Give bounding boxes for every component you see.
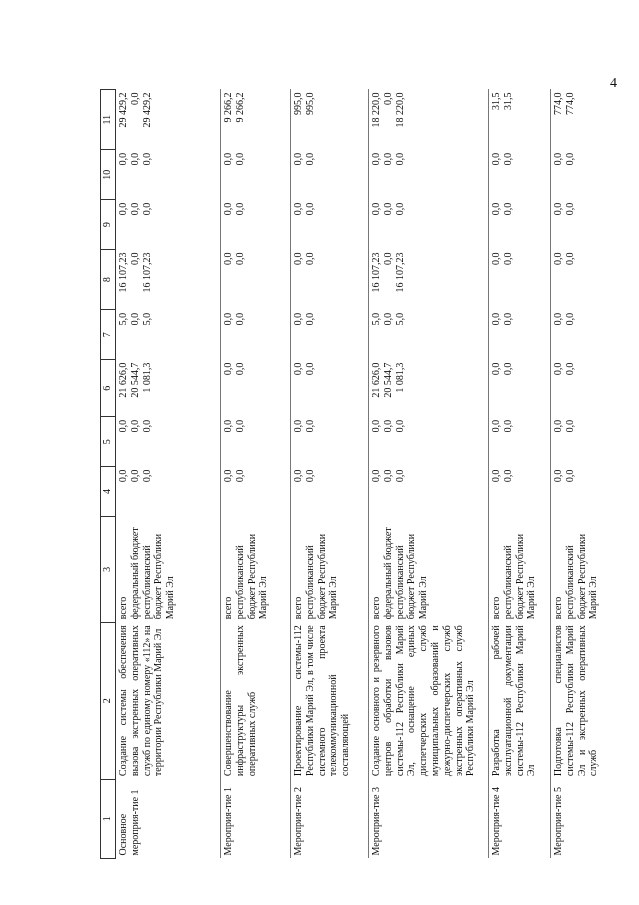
amount-cell-c11 bbox=[551, 90, 613, 150]
amount-cell-c8 bbox=[221, 249, 291, 309]
amount-value: 0,0 bbox=[141, 202, 153, 216]
amount-value: 0,0 bbox=[564, 152, 576, 166]
amount-value: 1 081,3 bbox=[141, 362, 153, 393]
amount-value: 0,0 bbox=[118, 419, 129, 433]
amount-value: 9 266,2 bbox=[234, 92, 246, 123]
funding-source: бюджет Республики bbox=[153, 533, 165, 620]
amount-value: 0,0 bbox=[491, 362, 502, 376]
amount-cell-c7 bbox=[551, 310, 613, 360]
amount-value: 29 429,2 bbox=[118, 92, 129, 128]
column-header: 9 bbox=[101, 200, 116, 250]
amount-value: 0,0 bbox=[491, 419, 502, 433]
amount-cell-c10 bbox=[116, 150, 221, 200]
amount-value: 0,0 bbox=[394, 469, 406, 483]
amount-value: 1 081,3 bbox=[394, 362, 406, 393]
amount-cell-c5 bbox=[369, 417, 489, 467]
funding-table bbox=[100, 89, 613, 859]
table-row bbox=[489, 90, 551, 859]
amount-value: 16 107,23 bbox=[371, 252, 382, 293]
amount-value: 0,0 bbox=[502, 362, 514, 376]
amount-value: 0,0 bbox=[293, 202, 304, 216]
rotated-table-container bbox=[100, 89, 600, 859]
funding-source: всего bbox=[118, 596, 129, 620]
amount-value: 20 544,7 bbox=[382, 362, 394, 398]
amount-cell-c10 bbox=[551, 150, 613, 200]
amount-value: 31,5 bbox=[502, 92, 514, 110]
amount-value: 0,0 bbox=[141, 152, 153, 166]
amount-cell-c6 bbox=[489, 360, 551, 417]
amount-value: 0,0 bbox=[371, 469, 382, 483]
amount-value: 0,0 bbox=[129, 469, 141, 483]
amount-value: 9 266,2 bbox=[223, 92, 234, 123]
header-row bbox=[101, 90, 116, 859]
amount-value: 0,0 bbox=[129, 419, 141, 433]
funding-source: всего bbox=[293, 596, 304, 620]
amount-value: 21 626,0 bbox=[371, 362, 382, 398]
amount-cell-c11 bbox=[221, 90, 291, 150]
funding-source: республиканский bbox=[394, 545, 406, 620]
amount-cell-c9 bbox=[489, 200, 551, 250]
funding-source: бюджет Республики bbox=[316, 533, 328, 620]
amount-value: 0,0 bbox=[304, 419, 316, 433]
amount-cell-c4 bbox=[221, 467, 291, 517]
column-header: 8 bbox=[101, 249, 116, 309]
activity-name: Совершенствование инфраструктуры экстренных оперативных служб bbox=[221, 622, 291, 779]
activity-id: Мероприя-тие 3 bbox=[369, 779, 489, 858]
activity-id: Мероприя-тие 1 bbox=[221, 779, 291, 858]
amount-cell-c9 bbox=[221, 200, 291, 250]
amount-value: 0,0 bbox=[293, 152, 304, 166]
amount-value: 0,0 bbox=[234, 252, 246, 265]
amount-value: 0,0 bbox=[382, 252, 394, 265]
amount-value: 0,0 bbox=[141, 419, 153, 433]
table-row bbox=[291, 90, 369, 859]
funding-source: Марий Эл bbox=[526, 576, 538, 620]
amount-value: 31,5 bbox=[491, 92, 502, 110]
amount-value: 0,0 bbox=[491, 152, 502, 166]
amount-value: 0,0 bbox=[491, 312, 502, 326]
funding-source: бюджет Республики bbox=[246, 533, 258, 620]
funding-source: Марий Эл bbox=[165, 576, 177, 620]
table-body bbox=[116, 90, 613, 859]
amount-value: 16 107,23 bbox=[141, 252, 153, 293]
amount-cell-c7 bbox=[489, 310, 551, 360]
amount-value: 0,0 bbox=[223, 312, 234, 326]
amount-cell-c7 bbox=[221, 310, 291, 360]
amount-value: 0,0 bbox=[118, 469, 129, 483]
amount-cell-c10 bbox=[369, 150, 489, 200]
amount-value: 0,0 bbox=[491, 252, 502, 265]
funding-source: Марий Эл bbox=[588, 576, 600, 620]
column-header: 4 bbox=[101, 467, 116, 517]
funding-sources bbox=[551, 516, 613, 622]
amount-cell-c9 bbox=[116, 200, 221, 250]
amount-value: 0,0 bbox=[293, 252, 304, 265]
amount-value: 0,0 bbox=[491, 202, 502, 216]
funding-source: всего bbox=[223, 596, 234, 620]
column-header: 2 bbox=[101, 622, 116, 779]
page-number: 4 bbox=[610, 76, 617, 91]
column-header: 5 bbox=[101, 417, 116, 467]
funding-source: республиканский bbox=[502, 545, 514, 620]
amount-value: 0,0 bbox=[502, 469, 514, 483]
amount-value: 18 220,0 bbox=[371, 92, 382, 128]
funding-sources bbox=[221, 516, 291, 622]
funding-sources bbox=[369, 516, 489, 622]
funding-source: республиканский bbox=[234, 545, 246, 620]
amount-value: 29 429,2 bbox=[141, 92, 153, 128]
activity-name: Подготовка специалистов системы-112 Республики Марий Эл и экстренных оперативных служб bbox=[551, 622, 613, 779]
amount-value: 0,0 bbox=[502, 252, 514, 265]
amount-value: 0,0 bbox=[129, 252, 141, 265]
amount-value: 0,0 bbox=[394, 419, 406, 433]
amount-value: 774,0 bbox=[553, 92, 564, 115]
amount-value: 0,0 bbox=[293, 469, 304, 483]
amount-value: 0,0 bbox=[382, 469, 394, 483]
column-header: 10 bbox=[101, 150, 116, 200]
amount-cell-c11 bbox=[369, 90, 489, 150]
amount-value: 18 220,0 bbox=[394, 92, 406, 128]
amount-value: 0,0 bbox=[234, 362, 246, 376]
table-row bbox=[116, 90, 221, 859]
amount-cell-c7 bbox=[369, 310, 489, 360]
amount-value: 0,0 bbox=[129, 92, 141, 105]
funding-source: республиканский bbox=[141, 545, 153, 620]
amount-cell-c8 bbox=[369, 249, 489, 309]
amount-value: 0,0 bbox=[371, 152, 382, 166]
amount-cell-c4 bbox=[369, 467, 489, 517]
amount-value: 0,0 bbox=[234, 312, 246, 326]
amount-cell-c5 bbox=[551, 417, 613, 467]
amount-value: 0,0 bbox=[382, 419, 394, 433]
table-row bbox=[369, 90, 489, 859]
amount-value: 0,0 bbox=[304, 312, 316, 326]
amount-value: 0,0 bbox=[564, 469, 576, 483]
amount-cell-c4 bbox=[551, 467, 613, 517]
amount-value: 0,0 bbox=[371, 202, 382, 216]
amount-value: 0,0 bbox=[234, 152, 246, 166]
amount-value: 0,0 bbox=[553, 202, 564, 216]
funding-source: всего bbox=[491, 596, 502, 620]
amount-cell-c11 bbox=[291, 90, 369, 150]
amount-value: 16 107,23 bbox=[118, 252, 129, 293]
amount-value: 0,0 bbox=[223, 362, 234, 376]
amount-value: 0,0 bbox=[382, 152, 394, 166]
amount-value: 5,0 bbox=[371, 312, 382, 326]
funding-source: Марий Эл bbox=[258, 576, 270, 620]
amount-value: 0,0 bbox=[129, 312, 141, 326]
funding-source: бюджет Республики bbox=[576, 533, 588, 620]
amount-value: 0,0 bbox=[502, 312, 514, 326]
amount-value: 0,0 bbox=[502, 152, 514, 166]
activity-name: Создание основного и резервного центров обработки вызовов системы-112 Республики Марий Эл, оснащение единых диспетчерских служб муниципальных образований и дежурно-диспетчерских служб экстренных оперативных служб Республики Марий Эл bbox=[369, 622, 489, 779]
amount-value: 0,0 bbox=[382, 202, 394, 216]
amount-value: 0,0 bbox=[394, 202, 406, 216]
amount-cell-c11 bbox=[116, 90, 221, 150]
amount-cell-c6 bbox=[551, 360, 613, 417]
funding-sources bbox=[116, 516, 221, 622]
amount-value: 5,0 bbox=[118, 312, 129, 326]
activity-name: Разработка рабочей эксплуатационной документации системы-112 Республики Марий Эл bbox=[489, 622, 551, 779]
funding-source: республиканский bbox=[304, 545, 316, 620]
table-row bbox=[551, 90, 613, 859]
amount-value: 0,0 bbox=[553, 252, 564, 265]
amount-cell-c10 bbox=[221, 150, 291, 200]
amount-cell-c8 bbox=[116, 249, 221, 309]
amount-value: 0,0 bbox=[223, 252, 234, 265]
amount-value: 0,0 bbox=[502, 202, 514, 216]
amount-value: 0,0 bbox=[382, 92, 394, 105]
amount-value: 0,0 bbox=[304, 469, 316, 483]
amount-value: 0,0 bbox=[118, 202, 129, 216]
amount-value: 0,0 bbox=[553, 362, 564, 376]
amount-value: 0,0 bbox=[141, 469, 153, 483]
funding-source: всего bbox=[371, 596, 382, 620]
amount-cell-c5 bbox=[489, 417, 551, 467]
funding-source: Марий Эл bbox=[418, 576, 430, 620]
amount-value: 0,0 bbox=[564, 312, 576, 326]
amount-value: 774,0 bbox=[564, 92, 576, 115]
amount-value: 0,0 bbox=[304, 252, 316, 265]
amount-cell-c7 bbox=[291, 310, 369, 360]
column-header: 7 bbox=[101, 310, 116, 360]
column-header: 1 bbox=[101, 779, 116, 858]
amount-cell-c5 bbox=[116, 417, 221, 467]
amount-value: 0,0 bbox=[502, 419, 514, 433]
activity-name: Проектирование системы-112 Республики Марий Эл, в том числе системного проекта телекоммуникационной составляющей bbox=[291, 622, 369, 779]
amount-value: 0,0 bbox=[223, 152, 234, 166]
table-row bbox=[221, 90, 291, 859]
amount-value: 0,0 bbox=[118, 152, 129, 166]
funding-source: федеральный бюджет bbox=[129, 527, 141, 620]
amount-cell-c4 bbox=[291, 467, 369, 517]
column-header: 11 bbox=[101, 90, 116, 150]
amount-value: 20 544,7 bbox=[129, 362, 141, 398]
funding-source: Марий Эл bbox=[328, 576, 340, 620]
amount-value: 995,0 bbox=[304, 92, 316, 115]
amount-value: 0,0 bbox=[382, 312, 394, 326]
amount-cell-c5 bbox=[221, 417, 291, 467]
amount-cell-c6 bbox=[116, 360, 221, 417]
amount-value: 5,0 bbox=[394, 312, 406, 326]
column-header: 6 bbox=[101, 360, 116, 417]
amount-cell-c10 bbox=[291, 150, 369, 200]
amount-value: 0,0 bbox=[394, 152, 406, 166]
funding-sources bbox=[489, 516, 551, 622]
amount-cell-c11 bbox=[489, 90, 551, 150]
funding-source: федеральный бюджет bbox=[382, 527, 394, 620]
amount-value: 0,0 bbox=[304, 202, 316, 216]
amount-cell-c10 bbox=[489, 150, 551, 200]
amount-value: 0,0 bbox=[564, 419, 576, 433]
amount-cell-c4 bbox=[116, 467, 221, 517]
amount-value: 16 107,23 bbox=[394, 252, 406, 293]
amount-value: 0,0 bbox=[553, 469, 564, 483]
amount-value: 0,0 bbox=[223, 469, 234, 483]
activity-id: Мероприя-тие 2 bbox=[291, 779, 369, 858]
amount-cell-c8 bbox=[551, 249, 613, 309]
amount-cell-c6 bbox=[291, 360, 369, 417]
amount-value: 0,0 bbox=[293, 419, 304, 433]
amount-value: 995,0 bbox=[293, 92, 304, 115]
amount-value: 0,0 bbox=[564, 202, 576, 216]
funding-source: всего bbox=[553, 596, 564, 620]
amount-value: 0,0 bbox=[564, 252, 576, 265]
amount-value: 0,0 bbox=[304, 362, 316, 376]
funding-sources bbox=[291, 516, 369, 622]
amount-cell-c4 bbox=[489, 467, 551, 517]
amount-value: 21 626,0 bbox=[118, 362, 129, 398]
amount-value: 0,0 bbox=[371, 419, 382, 433]
amount-cell-c8 bbox=[291, 249, 369, 309]
amount-cell-c7 bbox=[116, 310, 221, 360]
amount-value: 0,0 bbox=[234, 469, 246, 483]
amount-cell-c6 bbox=[369, 360, 489, 417]
amount-value: 0,0 bbox=[491, 469, 502, 483]
activity-id: Основное мероприя-тие 1 bbox=[116, 779, 221, 858]
activity-name: Создание системы обеспечения вызова экстренных оперативных служб по единому номеру «112» на территории Республики Марий Эл bbox=[116, 622, 221, 779]
amount-cell-c9 bbox=[291, 200, 369, 250]
amount-value: 0,0 bbox=[293, 362, 304, 376]
amount-value: 0,0 bbox=[129, 202, 141, 216]
amount-cell-c9 bbox=[551, 200, 613, 250]
funding-source: бюджет Республики bbox=[406, 533, 418, 620]
amount-value: 0,0 bbox=[129, 152, 141, 166]
amount-value: 0,0 bbox=[553, 152, 564, 166]
activity-id: Мероприя-тие 4 bbox=[489, 779, 551, 858]
amount-value: 0,0 bbox=[553, 312, 564, 326]
amount-cell-c8 bbox=[489, 249, 551, 309]
funding-source: бюджет Республики bbox=[514, 533, 526, 620]
amount-cell-c5 bbox=[291, 417, 369, 467]
amount-cell-c6 bbox=[221, 360, 291, 417]
funding-source: республиканский bbox=[564, 545, 576, 620]
amount-value: 0,0 bbox=[234, 202, 246, 216]
activity-id: Мероприя-тие 5 bbox=[551, 779, 613, 858]
amount-value: 0,0 bbox=[234, 419, 246, 433]
amount-value: 5,0 bbox=[141, 312, 153, 326]
amount-value: 0,0 bbox=[553, 419, 564, 433]
column-header: 3 bbox=[101, 516, 116, 622]
amount-value: 0,0 bbox=[293, 312, 304, 326]
amount-value: 0,0 bbox=[564, 362, 576, 376]
amount-value: 0,0 bbox=[223, 202, 234, 216]
amount-cell-c9 bbox=[369, 200, 489, 250]
amount-value: 0,0 bbox=[223, 419, 234, 433]
amount-value: 0,0 bbox=[304, 152, 316, 166]
